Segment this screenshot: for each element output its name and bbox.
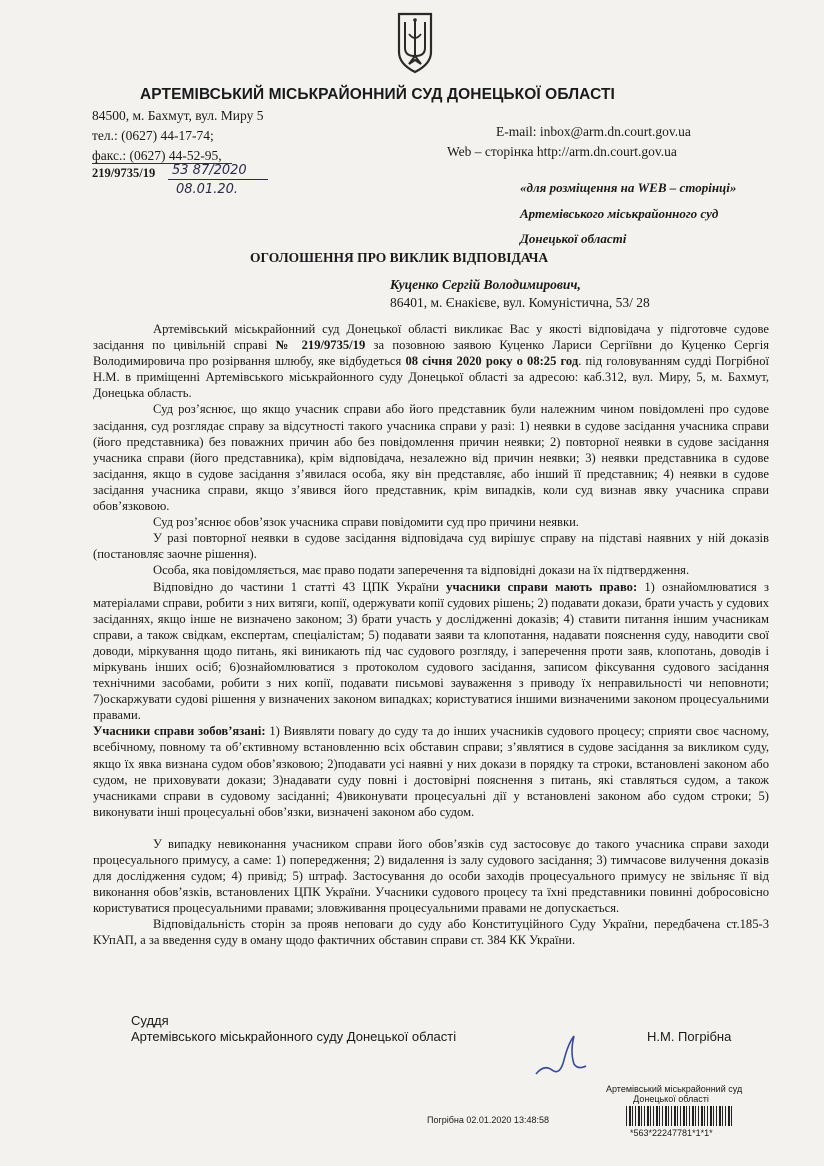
case-number: № 219/9735/19 bbox=[275, 338, 366, 353]
paragraph-liability: Відповідальність сторін за прояв неповаги до суду або Конституційного Суду України, передбачена ст.185-3 КУпАП, а за введення суду в оману щодо фактичних обставин справи ст. 384 КК України. bbox=[93, 917, 769, 948]
paragraph-absence-rules: Суд роз’яснює, що якщо учасник справи або його представник були належним чином повідомлені про судове засідання, суд розглядає справу за відсутності такого учасника справи у разі: 1) неявки в судове засідання учасника справи (його представника) без поважних причин або без повідомлення причин неявки; 2) повторної неявки в судове засідання учасника справи (його представника), крім відповідача, незалежно від причин неявки; 3) неявки представника в судове засідання, якщо в судове засідання з’явилася особа, яку він представляє, або інший її представник; 4) неявки в судове засідання учасника справи, якщо з’явився його представник, крім випадків, коли суд визнав явку учасника справи обов’язковою. bbox=[93, 402, 769, 514]
court-website: Web – сторінка http://arm.dn.court.gov.ua bbox=[447, 144, 677, 159]
stamp-court-line2: Донецької області bbox=[633, 1094, 709, 1104]
addressee-address: 86401, м. Єнакієве, вул. Комуністична, 53/ 28 bbox=[390, 295, 650, 310]
paragraph-rights: Відповідно до частини 1 статті 43 ЦПК України учасники справи мають право: 1) ознайомлюватися з матеріалами справи, робити з них витяги, копії, одержувати копії судових рішень; 2) подавати докази, брати участь у судових засіданнях, якщо інше не визначено законом; 3) брати участь у дослідженні доказів; 4) ставити питання іншим учасникам справи, а також свідкам, експертам, спеціалістам; 5) подавати заяви та клопотання, надавати пояснення суду, наводити свої доводи, міркування щодо питань, які виникають під час судового розгляду, і заперечення проти заяв, клопотань, доводів і міркувань інших осіб; 6)ознайомлюватися з протоколом судового засідання, записом фіксування судового засідання технічними засобами, робити з них копії, подавати письмові зауваження з приводу їх неправильності чи неповноти; 7)оскаржувати судові рішення у визначених законом випадках; користуватися іншими визначеними законом процесуальними правами. bbox=[93, 579, 769, 723]
court-email: E-mail: inbox@arm.dn.court.gov.ua bbox=[496, 124, 691, 139]
web-note-line1: «для розміщення на WEB – сторінці» bbox=[520, 180, 737, 195]
signature-court: Артемівського міськрайонного суду Донецької області bbox=[131, 1029, 457, 1044]
stamp-court-line1: Артемівський міськрайонний суд bbox=[606, 1084, 743, 1094]
handwritten-underline bbox=[168, 179, 268, 180]
handwritten-date: 08.01.20. bbox=[176, 182, 239, 197]
handwritten-reg-number: 53 87/2020 bbox=[172, 163, 247, 178]
addressee-name: Куценко Сергій Володимирович, bbox=[390, 277, 581, 292]
paragraph-notify-duty: Суд роз’яснює обов’язок учасника справи повідомити суд про причини неявки. bbox=[153, 515, 579, 530]
paragraph-right-to-object: Особа, яка повідомляється, має право подати заперечення та відповідні докази на їх підтвердження. bbox=[153, 563, 690, 578]
trident-emblem-icon bbox=[395, 12, 435, 74]
barcode-text: *563*22247781*1*1* bbox=[630, 1128, 713, 1138]
registration-number: 219/9735/19 bbox=[92, 166, 156, 180]
court-address: 84500, м. Бахмут, вул. Миру 5 bbox=[92, 108, 264, 123]
signature-role: Суддя bbox=[131, 1013, 169, 1028]
notice-body bbox=[93, 321, 769, 949]
barcode bbox=[626, 1106, 734, 1126]
hearing-date: 08 січня 2020 року о 08:25 год bbox=[405, 354, 579, 369]
signed-by-timestamp: Погрібна 02.01.2020 13:48:58 bbox=[427, 1115, 549, 1125]
court-fax: факс.: (0627) 44-52-95, bbox=[92, 148, 222, 163]
court-title: АРТЕМІВСЬКИЙ МІСЬКРАЙОННИЙ СУД ДОНЕЦЬКОЇ ОБЛАСТІ bbox=[140, 86, 615, 103]
addressee-block bbox=[390, 276, 650, 311]
paragraph-duties: Учасники справи зобов’язані: 1) Виявляти повагу до суду та до інших учасників судового процесу; сприяти своє часному, всебічному, повному та об’єктивному встановленню всіх обставин справи; з’являтися в судове засідання за викликом суду, якщо їх явка визнана судом обов’язковою; 2)подавати усі наявні у них докази в порядку та строки, встановлені законом або судом, не приховувати докази; 3)надавати суду повні і достовірні пояснення з питань, які ставляться судом, а також учасниками справи в судовому засіданні; 4)виконувати процесуальні дії у встановлені законом або судом строки; 5) виконувати інші процесуальні обов’язки, визначені законом або судом. bbox=[93, 724, 769, 819]
document-title: ОГОЛОШЕННЯ ПРО ВИКЛИК ВІДПОВІДАЧА bbox=[250, 250, 549, 265]
paragraph-default-judgment: У разі повторної неявки в судове засідання відповідача суд вирішує справу на підставі наявних у ній доказів (постановляє заочне рішення). bbox=[93, 531, 769, 562]
handwritten-signature-icon bbox=[530, 1030, 590, 1080]
web-note-line3: Донецької області bbox=[520, 231, 627, 246]
web-note-line2: Артемівського міськрайонного суд bbox=[520, 206, 719, 221]
paragraph-coercion: У випадку невиконання учасником справи його обов’язків суд застосовує до такого учасника справи заходи процесуального примусу, а саме: 1) попередження; 2) видалення із залу судового засідання; 3) тимчасове вилучення доказів для дослідження судом; 4) привід; 5) штраф. Застосування до особи заходів процесуального примусу не звільняє її від виконання обов’язків, встановлених ЦПК України. Учасники судового процесу та їхні представники повинні добросовісно користуватися процесуальними правами; зловживання процесуальними правами не допускається. bbox=[93, 836, 769, 916]
court-phone: тел.: (0627) 44-17-74; bbox=[92, 128, 214, 143]
judge-name: Н.М. Погрібна bbox=[647, 1029, 732, 1044]
paragraph-summons: Артемівський міськрайонний суд Донецької області викликає Вас у якості відповідача у підготовче судове засідання по цивільній справі № 219/9735/19 за позовною заявою Куценко Лариси Сергіївни до Куценко Сергія Володимировича про розірвання шлюбу, яке відбудеться 08 січня 2020 року о 08:25 год. під головуванням судді Погрібної Н.М. в приміщенні Артемівського міськрайонного суду Донецької області за адресою: каб.312, вул. Миру, 5, м. Бахмут, Донецька область. bbox=[93, 322, 770, 401]
